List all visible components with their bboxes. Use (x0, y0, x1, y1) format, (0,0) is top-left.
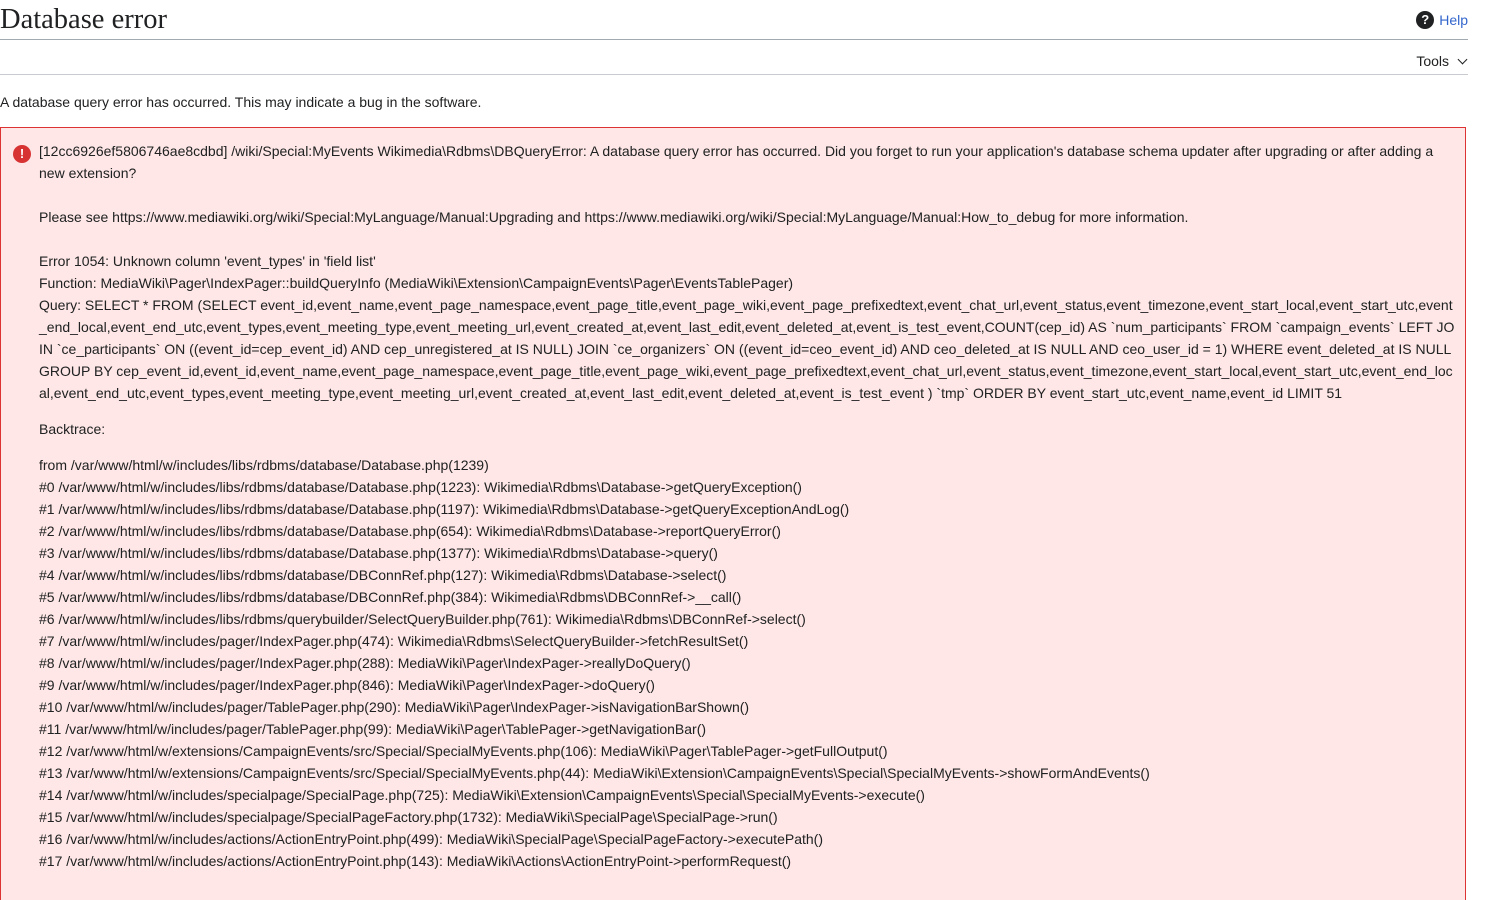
backtrace-line: #2 /var/www/html/w/includes/libs/rdbms/database/Database.php(654): Wikimedia\Rdbms\Database->reportQueryError() (39, 523, 781, 539)
backtrace-line: #13 /var/www/html/w/extensions/CampaignEvents/src/Special/SpecialMyEvents.php(44): MediaWiki\Extension\CampaignEvents\Special\SpecialMyEvents->showFormAndEvents() (39, 765, 1150, 781)
help-label: Help (1439, 12, 1468, 28)
error-code-line: Error 1054: Unknown column 'event_types' in 'field list' (39, 253, 376, 269)
backtrace-line: #0 /var/www/html/w/includes/libs/rdbms/database/Database.php(1223): Wikimedia\Rdbms\Database->getQueryException() (39, 479, 802, 495)
page-title: Database error (0, 4, 167, 35)
backtrace-line: #10 /var/www/html/w/includes/pager/TablePager.php(290): MediaWiki\Pager\IndexPager->isNavigationBarShown() (39, 699, 750, 715)
backtrace-line: #9 /var/www/html/w/includes/pager/IndexPager.php(846): MediaWiki\Pager\IndexPager->doQuery() (39, 677, 655, 693)
help-link[interactable] (1416, 11, 1468, 29)
query-line: Query: SELECT * FROM (SELECT event_id,event_name,event_page_namespace,event_page_title,event_page_wiki,event_page_prefixedtext,event_chat_url,event_status,event_timezone,event_start_local,event_start_utc,event_end_local,event_end_utc,event_types,event_meeting_type,event_meeting_url,event_created_at,event_last_edit,event_deleted_at,event_is_test_event,COUNT(cep_id) AS `num_participants` FROM `campaign_events` LEFT JOIN `ce_participants` ON ((event_id=cep_event_id) AND cep_unregistered_at IS NULL) JOIN `ce_organizers` ON ((event_id=ceo_event_id) AND ceo_deleted_at IS NULL AND ceo_user_id = 1) WHERE event_deleted_at IS NULL GROUP BY cep_event_id,event_id,event_name,event_page_namespace,event_page_title,event_page_wiki,event_page_prefixedtext,event_chat_url,event_status,event_timezone,event_start_local,event_start_utc,event_end_local,event_end_utc,event_types,event_meeting_type,event_meeting_url,event_created_at,event_last_edit,event_deleted_at,event_is_test_event ) `tmp` ORDER BY event_start_utc,event_name,event_id LIMIT 51 (39, 297, 1455, 401)
backtrace-line: #11 /var/www/html/w/includes/pager/TablePager.php(99): MediaWiki\Pager\TablePager->getNavigationBar() (39, 721, 707, 737)
backtrace-line: #3 /var/www/html/w/includes/libs/rdbms/database/Database.php(1377): Wikimedia\Rdbms\Database->query() (39, 545, 718, 561)
page-toolbar (0, 40, 1468, 75)
backtrace-line: #5 /var/www/html/w/includes/libs/rdbms/database/DBConnRef.php(384): Wikimedia\Rdbms\DBConnRef->__call() (39, 589, 742, 605)
function-line: Function: MediaWiki\Pager\IndexPager::buildQueryInfo (MediaWiki\Extension\CampaignEvents\Pager\EventsTablePager) (39, 275, 794, 291)
backtrace-line: #8 /var/www/html/w/includes/pager/IndexPager.php(288): MediaWiki\Pager\IndexPager->reallyDoQuery() (39, 655, 691, 671)
error-icon: ! (13, 145, 31, 163)
backtrace-line: #14 /var/www/html/w/includes/specialpage/SpecialPage.php(725): MediaWiki\Extension\CampaignEvents\Special\SpecialMyEvents->execute() (39, 787, 925, 803)
tools-dropdown[interactable] (1416, 52, 1468, 70)
backtrace-line: #1 /var/www/html/w/includes/libs/rdbms/database/Database.php(1197): Wikimedia\Rdbms\Database->getQueryExceptionAndLog() (39, 501, 850, 517)
backtrace-line: #12 /var/www/html/w/extensions/CampaignEvents/src/Special/SpecialMyEvents.php(106): MediaWiki\Pager\TablePager->getFullOutput() (39, 743, 888, 759)
backtrace-line: from /var/www/html/w/includes/libs/rdbms/database/Database.php(1239) (39, 457, 489, 473)
page-header (0, 0, 1468, 40)
backtrace-list (39, 454, 1455, 872)
backtrace-label: Backtrace: (39, 421, 106, 437)
error-message: [12cc6926ef5806746ae8cdbd] /wiki/Special:MyEvents Wikimedia\Rdbms\DBQueryError: A database query error has occurred. Did you forget to run your application's database schema updater after upgrading or after adding a new extension? (39, 143, 1434, 181)
backtrace-line: #6 /var/www/html/w/includes/libs/rdbms/querybuilder/SelectQueryBuilder.php(761): Wikimedia\Rdbms\DBConnRef->select() (39, 611, 806, 627)
backtrace-line: #4 /var/www/html/w/includes/libs/rdbms/database/DBConnRef.php(127): Wikimedia\Rdbms\Database->select() (39, 567, 727, 583)
backtrace-line: #15 /var/www/html/w/includes/specialpage/SpecialPageFactory.php(1732): MediaWiki\SpecialPage\SpecialPage->run() (39, 809, 778, 825)
chevron-down-icon (1458, 54, 1468, 64)
backtrace-line: #16 /var/www/html/w/includes/actions/ActionEntryPoint.php(499): MediaWiki\SpecialPage\SpecialPageFactory->executePath() (39, 831, 823, 847)
backtrace-line: #7 /var/www/html/w/includes/pager/IndexPager.php(474): Wikimedia\Rdbms\SelectQueryBuilder->fetchResultSet() (39, 633, 749, 649)
error-body (39, 140, 1455, 872)
see-also-text: Please see https://www.mediawiki.org/wiki/Special:MyLanguage/Manual:Upgrading and https://www.mediawiki.org/wiki/Special:MyLanguage/Manual:How_to_debug for more information. (39, 209, 1189, 225)
backtrace-line: #17 /var/www/html/w/includes/actions/ActionEntryPoint.php(143): MediaWiki\Actions\ActionEntryPoint->performRequest() (39, 853, 792, 869)
help-icon: ? (1416, 11, 1434, 29)
error-box (0, 127, 1466, 900)
tools-label: Tools (1416, 53, 1449, 69)
intro-text: A database query error has occurred. This may indicate a bug in the software. (0, 94, 482, 110)
